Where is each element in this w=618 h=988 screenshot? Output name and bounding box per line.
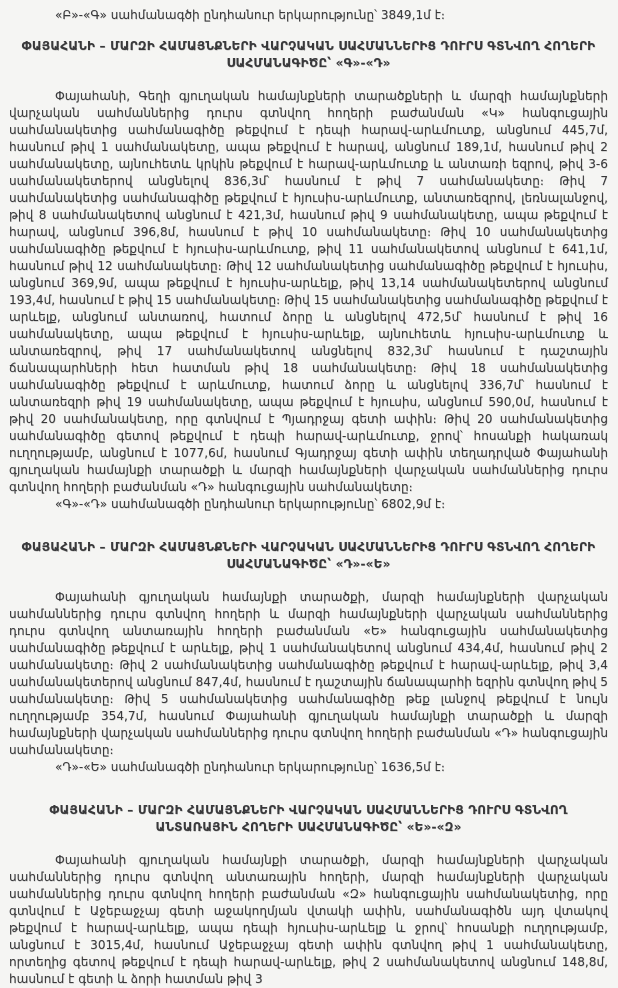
section-heading-d-e: ՓԱՅԱՀԱՆԻ – ՄԱՐԶԻ ՀԱՄԱՅՆՔՆԵՐԻ ՎԱՐՉԱԿԱՆ ՍԱՀՄԱՆՆԵՐԻՑ ԴՈՒՐՍ ԳՏՆՎՈՂ ՀՈՂԵՐԻ ՍԱՀՄԱՆԱԳԻԾԸ՝ «Դ»-«Ե» [21, 540, 596, 571]
section-heading-g-d: ՓԱՅԱՀԱՆԻ – ՄԱՐԶԻ ՀԱՄԱՅՆՔՆԵՐԻ ՎԱՐՉԱԿԱՆ ՍԱՀՄԱՆՆԵՐԻՑ ԴՈՒՐՍ ԳՏՆՎՈՂ ՀՈՂԵՐԻ ՍԱՀՄԱՆԱԳԻԾԸ՝ «Գ»-«Դ» [21, 39, 596, 70]
section-body-g-d: Փայահանի, Գեղի գյուղական համայնքների տարածքների և մարզի համայնքների վարչական սահմաններից դուրս գտնվող հողերի բաժանման «Կ» հանգուցային սահմանակետից սահմանագիծը թեքվում է դեպի հարավ-արևմուտք, անցնում 445,7մ, հասնում թիվ 1 սահմանակետը, ապա թեքվում է հարավ, անցնում 189,1մ, հասնում թիվ 2 սահմանակետը, այնուհետև կրկին թեքվում է հարավ-արևմուտք և անտառի եզրով, թիվ 3-6 սահմանակետերով անցնելով 836,3մ՝ հասնում է թիվ 7 սահմանակետը։ Թիվ 7 սահմանակետից սահմանագիծը թեքվում է հյուսիս-արևմուտք, անտառեզրով, լեռնալանջով, թիվ 8 սահմանակետով անցնում է 421,3մ, հասնում թիվ 9 սահմանակետը, ապա թեքվում է հարավ, անցնում 396,8մ, հասնում է թիվ 10 սահմանակետը։ Թիվ 10 սահմանակետից սահմանագիծը թեքվում է հյուսիս-արևմուտք, թիվ 11 սահմանակետով անցնում է 641,1մ, հասնում թիվ 12 սահմանակետը։ Թիվ 12 սահմանակետից սահմանագիծը թեքվում է հյուսիս, անցնում 369,9մ, ապա թեքվում է հյուսիս-արևելք, թիվ 13,14 սահմանակետերով անցնում 193,4մ, հասնում է թիվ 15 սահմանակետը։ Թիվ 15 սահմանակետից սահմանագիծը թեքվում է արևելք, անցնում անտառով, հատում ձորը և անցնելով 472,5մ՝ հասնում է թիվ 16 սահմանակետը, ապա թեքվում է հյուսիս-արևելք, այնուհետև հյուսիս-արևմուտք և անտառեզրով, թիվ 17 սահմանակետով անցնելով 832,3մ՝ հասնում է դաշտային ճանապարհների հետ հատման թիվ 18 սահմանակետը։ Թիվ 18 սահմանակետից սահմանագիծը թեքվում է արևմուտք, հատում ձորը և անցնելով 336,7մ՝ հասնում է անտառեզրի թիվ 19 սահմանակետը, ապա թեքվում է հյուսիս, անցնում 590,0մ, հասնում է թիվ 20 սահմանակետը, որը գտնվում է Պյադրջայ գետի ափին։ Թիվ 20 սահմանակետից սահմանագիծը գետով թեքվում է դեպի հարավ-արևմուտք, ջրով՝ հոսանքի հակառակ ուղղությամբ, անցնում է 1077,6մ, հասնում Գյադրջայ գետի ափին տեղադրված Փայահանի գյուղական համայնքի տարածքի և մարզի համայնքների վարչական սահմաններից դուրս գտնվող հողերի բաժանման «Դ» հանգուցային սահմանակետը։ [9, 89, 608, 494]
previous-section-summary-line: «Բ»-«Գ» սահմանագծի ընդհանուր երկարությունը՝ 3849,1մ է։ [55, 8, 445, 22]
section-body-d-e: Փայահանի գյուղական համայնքի տարածքի, մարզի համայնքների վարչական սահմաններից դուրս գտնվող հողերի և մարզի համայնքների վարչական սահմաններից դուրս գտնվող անտառային հողերի բաժանման «Ե» հանգուցային սահմանակետից սահմանագիծը թեքվում է արևելք, թիվ 1 սահմանակետով անցնում 434,4մ, հասնում թիվ 2 սահմանակետը։ Թիվ 2 սահմանակետից սահմանագիծը թեքվում է հարավ-արևելք, թիվ 3,4 սահմանակետերով անցնում 847,4մ, հասնում է դաշտային ճանապարհի եզրին գտնվող թիվ 5 սահմանակետը։ Թիվ 5 սահմանակետից սահմանագիծը թեք լանջով թեքվում է նույն ուղղությամբ 354,7մ, հասնում Փայահանի գյուղական համայնքի տարածքի և մարզի համայնքների վարչական սահմաններից դուրս գտնվող հողերի բաժանման «Դ» հանգուցային սահմանակետը։ [9, 590, 608, 757]
section-summary-g-d: «Գ»-«Դ» սահմանագծի ընդհանուր երկարությունը՝ 6802,9մ է։ [55, 497, 446, 511]
section-summary-d-e: «Դ»-«Ե» սահմանագծի ընդհանուր երկարությունը՝ 1636,5մ է։ [55, 760, 445, 774]
section-body-e-z: Փայահանի գյուղական համայնքի տարածքի, մարզի համայնքների վարչական սահմաններից դուրս գտնվող անտառային հողերի, մարզի համայնքների վարչական սահմաններից դուրս գտնվող հողերի բաժանման «Զ» հանգուցային սահմանակետից, որը գտնվում է Աջեբաջչայ գետի աջակողմյան վտակի ափին, սահմանագիծն այդ վտակով թեքվում է հարավ-արևելք, ապա դեպի հյուսիս-արևելք և ջրով՝ հոսանքի ուղղությամբ, անցնում է 3015,4մ, հասնում Աջեբաջչայ գետի ափին գտնվող թիվ 1 սահմանակետը, որտեղից գետով թեքվում է դեպի հարավ-արևելք, թիվ 2 սահմանակետով անցնում 148,8մ, հասնում է գետի և ձորի հատման թիվ 3 [9, 853, 608, 986]
section-heading-e-z: ՓԱՅԱՀԱՆԻ – ՄԱՐԶԻ ՀԱՄԱՅՆՔՆԵՐԻ ՎԱՐՉԱԿԱՆ ՍԱՀՄԱՆՆԵՐԻՑ ԴՈՒՐՍ ԳՏՆՎՈՂ ԱՆՏԱՌԱՅԻՆ ՀՈՂԵՐԻ ՍԱՀՄԱՆԱԳԻԾԸ՝ «Ե»-«Զ» [49, 803, 568, 834]
